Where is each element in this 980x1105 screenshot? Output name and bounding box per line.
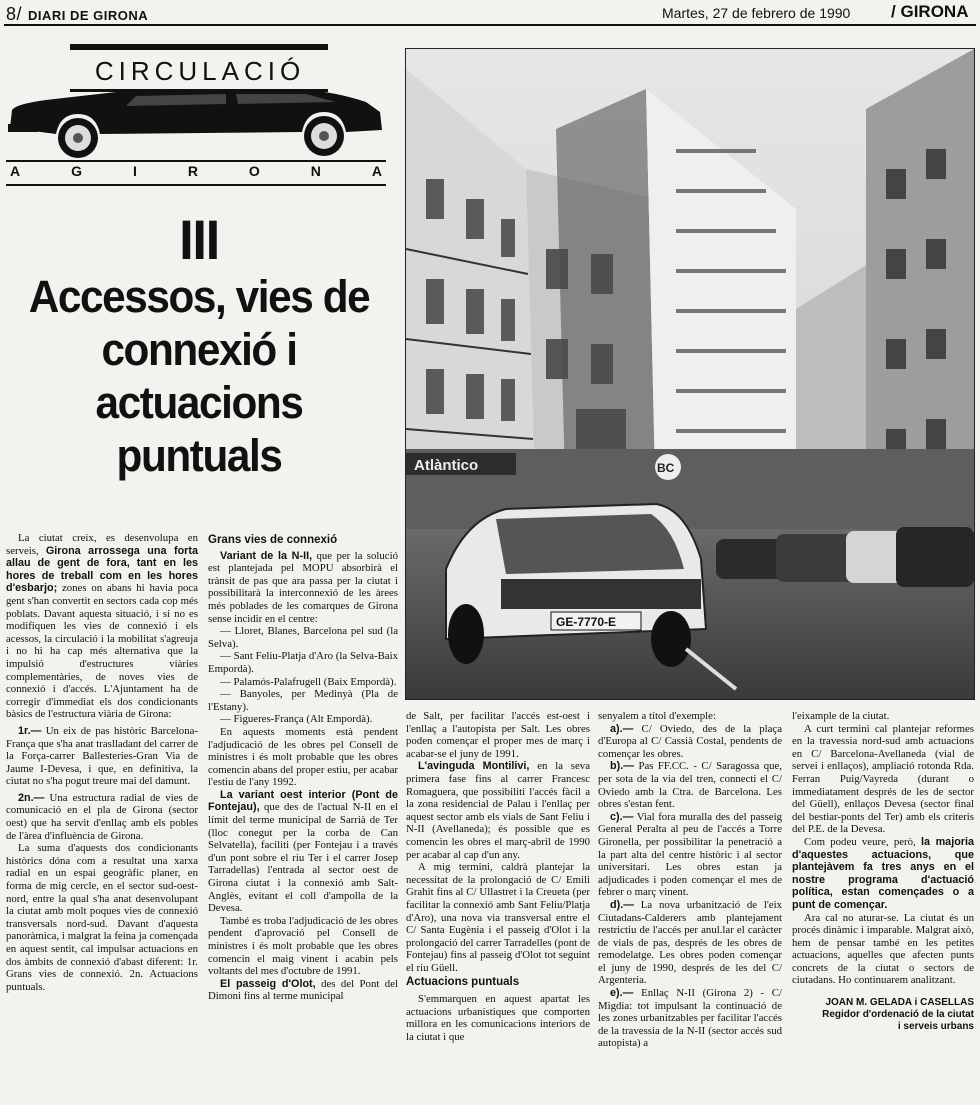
logo-top-bar — [70, 44, 328, 50]
part-number: III — [179, 208, 219, 271]
header-separator: / — [891, 2, 896, 21]
list-item: — Banyoles, per Medinyà (Pla de l'Estany). — [208, 688, 398, 713]
item-letter: e).— — [610, 987, 634, 1000]
article-column-4 — [598, 710, 782, 1050]
body-paragraph: També es troba l'adjudicació de les obres pendent d'aprovació pel Consell de ministres i és molt probable que les obres comencin el maig vinent i acabin pels voltants del mes d'octubre de 1991. — [208, 914, 398, 978]
article-column-1 — [6, 532, 198, 993]
list-item: — Palamós-Palafrugell (Baix Empordà). — [220, 675, 397, 688]
intro-text-cont: zones on abans hi havia poca gent s'han convertit en sectors cada cop més poblats. Davant aquesta situació, i si no es modifiquen les vies de connexió i els acessos, la circulació i la mobilitat s'agreuja i no hi ha cap més alternativa que la impulsió d'estructures viàries complementàries, de noves vies de connexió i d'accés. L'Ajuntament ha de corregir d'immediat els dos condicionants bàsics de l'estructura viària de Girona: — [6, 582, 199, 721]
item-text: C/ Oviedo, des de la plaça d'Europa al C/ Cassià Costal, pendents de començar les obres. — [598, 722, 782, 760]
article-column-3 — [406, 710, 590, 1043]
shop-sign: Atlàntico — [414, 457, 479, 474]
item-letter: c).— — [610, 810, 634, 823]
list-item: — Figueres-França (Alt Empordà). — [220, 713, 373, 726]
logo-letter: A — [10, 163, 21, 179]
item-c — [598, 811, 782, 899]
point-number: 2n.— — [18, 791, 45, 804]
body-paragraph — [208, 978, 398, 1003]
intro-paragraph — [6, 532, 198, 721]
body-paragraph: senyalem a títol d'exemple: — [598, 710, 716, 722]
intro-text: La ciutat creix, es desenvolupa en serveis, — [6, 532, 198, 557]
lead-bold: Variant de la N-II, — [220, 549, 313, 562]
body-text: Com podeu veure, però, — [804, 835, 916, 848]
logo-letter: I — [132, 163, 137, 179]
body-paragraph — [208, 550, 398, 626]
item-b — [598, 760, 782, 810]
body-text: en la seva primera fase fins al carrer Francesc Romaguera, que possibiliti l'accés fàcil a la zona residencial de Palau i l'enllaç per aquest sector amb els vials de Sant Feliu i N-II (Avellaneda); és possible que es comencin les obres el març-abril de 1990 per acabar al cap d'un any. — [406, 760, 590, 861]
body-paragraph: A mig termini, caldrà plantejar la necessitat de la prolongació de C/ Emili Grahit fins al C/ Ullastret i la Creueta (per facilitar la connexió amb Sant Feliu/Platja d'Aro), una nova via transversal entre el C/ Santa Eugènia i el passeig d'Olot i la prolongació del carrer Tarradelles (pont de Fontejau) fins al passeig d'Olot tot seguint el riu Güell. — [406, 861, 591, 974]
article-headline — [16, 210, 383, 482]
point-1 — [6, 725, 198, 788]
item-e — [598, 987, 782, 1050]
logo-letter: G — [71, 163, 82, 179]
point-number: 1r.— — [18, 724, 42, 737]
body-paragraph — [208, 789, 398, 915]
body-paragraph: En aquests moments està pendent l'adjudicació de les obres pel Consell de ministres i és molt probable que les obres comencin abans del proper estiu, per acabar l'estiu de l'any 1992. — [208, 725, 398, 789]
article-column-2 — [208, 532, 398, 1003]
body-paragraph — [406, 760, 590, 861]
section-label: GIRONA — [900, 2, 969, 21]
logo-letter: R — [187, 163, 198, 179]
author-role: Regidor d'ordenació de la ciutat — [822, 1009, 974, 1021]
item-d — [598, 899, 782, 987]
list-item: — Lloret, Blanes, Barcelona pel sud (la Selva). — [208, 625, 398, 650]
issue-date: Martes, 27 de febrero de 1990 — [662, 5, 851, 21]
headline-title: Accessos, vies de connexió i actuacions puntuals — [28, 271, 370, 481]
lead-bold: La variant oest interior (Pont de Fontejau), — [208, 788, 398, 814]
car-silhouette-icon — [6, 88, 386, 160]
item-letter: d).— — [610, 898, 634, 911]
body-paragraph: Ara cal no aturar-se. La ciutat és un procés dinàmic i imparable. Malgrat això, hem de pensar també en les petites actuacions, aquelles que afecten punts concrets de la ciutat o sectors de ciutadans. Ho continuarem analitzant. — [792, 911, 974, 987]
item-text: La nova urbanització de l'eix Ciutadans-Calderers amb plantejament restrictiu de l'accés per anul.lar el caràcter de vials de pas, després de les obres de remodelatge. Les obres poden començar el juny de 1990, després de les del C/ Argenteria. — [598, 898, 783, 987]
lead-bold: El passeig d'Olot, — [220, 977, 316, 990]
point-text: Una estructura radial de vies de comunicació en el pla de Girona (sector oest) que ha servit d'enllaç amb els pobles de l'àrea d'influència de Girona. — [6, 791, 199, 842]
street-scene-image — [406, 49, 974, 699]
point-2 — [6, 792, 198, 842]
paper-name: DIARI DE GIRONA — [28, 8, 149, 23]
item-letter: b).— — [610, 760, 634, 773]
logo-letter: N — [310, 163, 321, 179]
body-text: que des de l'actual N-II en el límit del terme municipal de Sarrià de Ter (lloc conegut per la corba de Can Selvatella), faciliti (per Fontejau i a través d'un pont sobre el riu Ter i el carrer Josep Tarradellas) l'entrada al sector oest de Girona ciutat i la connexió amb Salt-Anglès, evitant el coll d'ampolla de la Devesa. — [208, 801, 398, 915]
license-plate: GE-7770-E — [556, 615, 617, 629]
author-signature — [792, 997, 974, 1033]
bank-sign: BC — [657, 461, 675, 475]
body-bold: la majoria d'aquestes actuacions, que plantejàvem fa tres anys en el nostre programa d'actuació política, estan començades o a punt de començar. — [792, 835, 974, 911]
header-rule — [4, 24, 976, 26]
body-text: que per la solució est plantejada pel MOPU absorbirà el trànsit de pas que ara passa per la ciutat i possibilitarà la interconnexió de les àrees més poblades de les comarques de Girona sense incidir en el centre: — [208, 549, 398, 625]
logo-letter: A — [371, 163, 382, 179]
subheading: Actuacions puntuals — [406, 976, 520, 989]
article-column-5 — [792, 710, 974, 1033]
item-text: Pas FF.CC. - C/ Saragossa que, per sota de la via del tren, connecti el C/ Oviedo amb la Ctra. de Barcelona. Les obres s'estan fent. — [598, 760, 782, 811]
point-text: Un eix de pas històric Barcelona-França que s'ha anat traslladant del carrer de la Força-carrer Ballesteries-Gran Via de Jaume I-Devesa, i que, en definitiva, la ciutat no s'ha pogut treure mai del damunt. — [6, 724, 198, 788]
subheading: Grans vies de connexió — [208, 534, 338, 546]
street-photo — [405, 48, 975, 700]
item-a — [598, 723, 782, 761]
author-role: i serveis urbans — [897, 1021, 974, 1033]
page-header-left — [6, 4, 148, 25]
body-paragraph: A curt termini cal plantejar reformes en la travessia nord-sud amb actuacions en C/ Barcelona-Avellaneda (vial de servei i enllaços), ampliació rotonda Rda. Ferran Puig/Vayreda (durant o immediatament després de les de sector del Güell), enllaços Devesa (sector final del bestiar-ponts del Ter) amb els criteris del P.E. de la Devesa. — [792, 722, 974, 836]
body-paragraph — [792, 836, 974, 912]
section-name — [891, 2, 968, 22]
item-letter: a).— — [610, 722, 634, 735]
logo-subtitle-band — [6, 160, 386, 186]
page-number: 8/ — [6, 4, 23, 24]
author-name: JOAN M. GELADA i CASELLAS — [825, 997, 974, 1009]
section-logo — [6, 42, 386, 182]
body-paragraph: de Salt, per facilitar l'accés est-oest i l'enllaç a l'autopista per Salt. Les obres poden començar el proper mes de març i acabar-se el juny de 1991. — [406, 710, 590, 760]
list-item: — Sant Feliu-Platja d'Aro (la Selva-Baix Empordà). — [208, 650, 398, 675]
intro-bold: Girona arrossega una forta allau de gent de fora, tant en les hores de treball com en les hores d'esbarjo; — [6, 544, 198, 595]
body-paragraph: S'emmarquen en aquest apartat les actuacions urbanístiques que comporten millora en les comunicacions interiors de la ciutat i que — [406, 993, 590, 1043]
item-text: Enllaç N-II (Girona 2) - C/ Migdia: tot impulsant la continuació de les zones urbanitzables per facilitar l'accés de la travessia de la N-II (sector accés sud autopista) a — [598, 987, 783, 1050]
logo-letter: O — [248, 163, 260, 179]
body-paragraph: La suma d'aquests dos condicionants històrics dóna com a resultat una xarxa radial en un espai geogràfic planer, en forma de mig cercle, en el sector sud-oest-nord, entre la qual s'ha anat desenvolupant la ciutat amb molt poques vies de connexió transversals nord-sud. Davant d'aquesta panoràmica, i malgrat la feina ja començada en aquest sentit, cal impulsar actuacions en dos àmbits de connexió d'abast diferent: 1r. Grans vies de connexió. 2n. Actuacions puntuals. — [6, 842, 198, 993]
body-text: des del Pont del Dimoni fins al terme municipal — [208, 977, 398, 1003]
lead-bold: L'avinguda Montilivi, — [418, 760, 530, 773]
logo-subtitle — [6, 163, 386, 179]
body-paragraph: l'eixample de la ciutat. — [792, 710, 890, 722]
logo-word: CIRCULACIÓ — [94, 56, 306, 86]
item-text: Vial fora muralla des del passeig General Peralta al peu de l'accés a Torre Gironella, per possibilitar la penetració a la part alta del centre històric i al sector universitari. Les obres estan ja adjudicades i poden començar el mes de febrer o març vinent. — [598, 810, 782, 899]
